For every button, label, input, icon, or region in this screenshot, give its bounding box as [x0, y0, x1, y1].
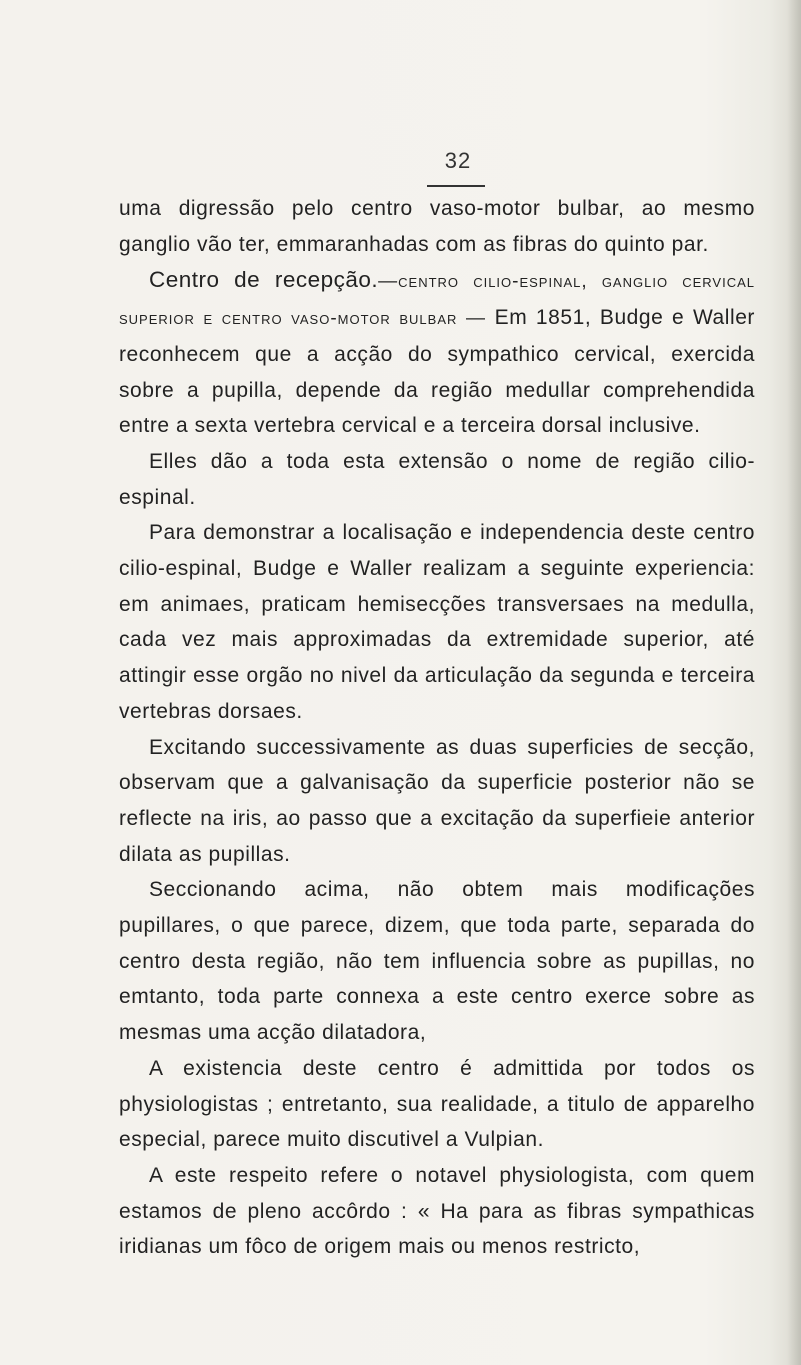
paragraph-3-text: Elles dão a toda esta extensão o nome de região cilio-espinal. [119, 449, 755, 509]
paragraph-7-text: A existencia deste centro é admittida por todos os physiologistas ; entretanto, sua realidade, a titulo de apparelho especial, parece muito discutivel a Vulpian. [119, 1056, 755, 1152]
section-heading: Centro de recepção. [149, 267, 379, 293]
paragraph-5-text: Excitando successivamente as duas superficies de secção, observam que a galvanisação da superficie posterior não se reflecte na iris, ao passo que a excitação da superfieie anterior dilata as pupillas. [119, 735, 755, 866]
paragraph-5 [119, 730, 755, 873]
paragraph-1-text: uma digressão pelo centro vaso-motor bulbar, ao mesmo ganglio vão ter, emmaranhadas com as fibras do quinto par. [119, 197, 755, 256]
page-number-rule [427, 185, 485, 187]
page-number: 32 [444, 148, 472, 173]
paragraph-2-text: Em 1851, Budge e Waller reconhecem que a acção do sympathico cervical, exercida sobre a pupilla, depende da região medullar comprehendida entre a sexta vertebra cervical e a terceira dorsal inclusive. [119, 306, 755, 438]
paragraph-6 [119, 872, 755, 1051]
paragraph-4-text: Para demonstrar a localisação e independencia deste centro cilio-espinal, Budge e Waller realizam a seguinte experiencia: em animaes, praticam hemisecções transversaes na medulla, cada vez mais approximadas da extremidade superior, até attingir esse orgão no nivel da articulação da segunda e terceira vertebras dorsaes. [119, 521, 755, 723]
paragraph-2 [119, 262, 755, 444]
body-text [119, 191, 755, 1265]
paragraph-8-text: A este respeito refere o notavel physiologista, com quem estamos de pleno accôrdo : « Ha para as fibras sympathicas iridianas um fôco de origem mais ou menos restricto, [119, 1163, 755, 1259]
paragraph-3 [119, 444, 755, 515]
page-edge-shadow [787, 0, 801, 1365]
paragraph-4 [119, 515, 755, 729]
paragraph-7 [119, 1051, 755, 1158]
paragraph-8 [119, 1158, 755, 1265]
paragraph-1 [119, 191, 755, 262]
paragraph-6-text: Seccionando acima, não obtem mais modificações pupillares, o que parece, dizem, que toda parte, separada do centro desta região, não tem influencia sobre as pupillas, no emtanto, toda parte connexa a este centro exerce sobre as mesmas uma acção dilatadora, [119, 878, 755, 1045]
section-subheading: —centro cilio-espinal, ganglio cervical superior e centro vaso-motor bulbar — [119, 271, 756, 330]
